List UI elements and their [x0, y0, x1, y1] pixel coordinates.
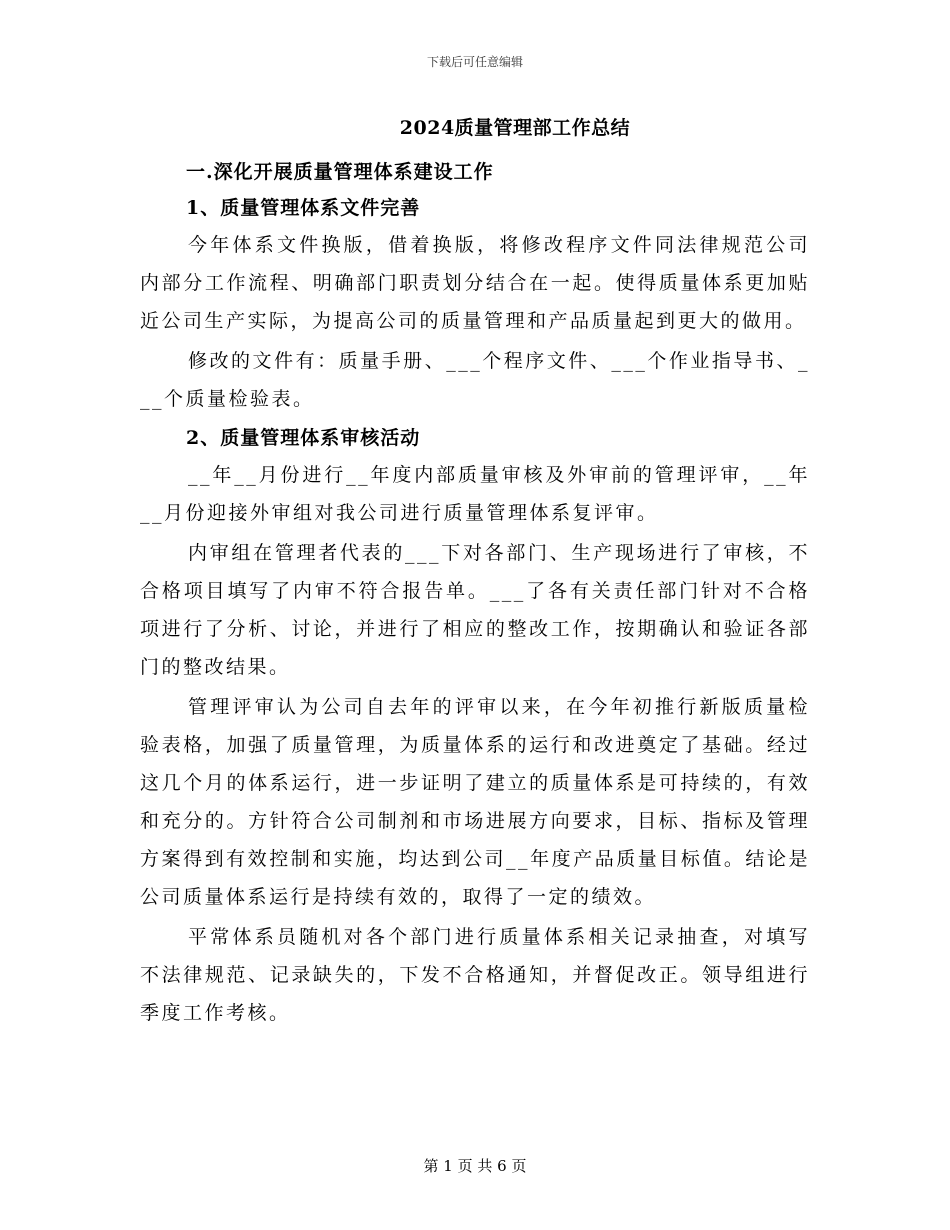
paragraph: 内审组在管理者代表的___下对各部门、生产现场进行了审核，不合格项目填写了内审不符合报告单。___了各有关责任部门针对不合格项进行了分析、讨论，并进行了相应的整改工作，按期确认和验证各部门的整改结果。	[140, 542, 810, 678]
page-footer: 第 1 页 共 6 页	[423, 1157, 527, 1175]
section-heading-1: 一.深化开展质量管理体系建设工作	[186, 161, 494, 183]
header-note: 下载后可任意编辑	[426, 55, 523, 69]
paragraph: __年__月份进行__年度内部质量审核及外审前的管理评审，__年__月份迎接外审组对我公司进行质量管理体系复评审。	[140, 464, 810, 524]
paragraph: 管理评审认为公司自去年的评审以来，在今年初推行新版质量检验表格，加强了质量管理，为质量体系的运行和改进奠定了基础。经过这几个月的体系运行，进一步证明了建立的质量体系是可持续的，有效和充分的。方针符合公司制剂和市场进展方向要求，目标、指标及管理方案得到有效控制和实施，均达到公司__年度产品质量目标值。结论是公司质量体系运行是持续有效的，取得了一定的绩效。	[140, 696, 810, 908]
subsection-heading-2: 2、质量管理体系审核活动	[186, 427, 421, 449]
document-body	[140, 112, 810, 1034]
paragraph: 平常体系员随机对各个部门进行质量体系相关记录抽查，对填写不法律规范、记录缺失的，下发不合格通知，并督促改正。领导组进行季度工作考核。	[140, 926, 810, 1024]
paragraph: 今年体系文件换版，借着换版，将修改程序文件同法律规范公司内部分工作流程、明确部门职责划分结合在一起。使得质量体系更加贴近公司生产实际，为提高公司的质量管理和产品质量起到更大的做用。	[140, 234, 810, 332]
subsection-heading-1: 1、质量管理体系文件完善	[186, 197, 421, 219]
document-title: 2024质量管理部工作总结	[399, 117, 631, 139]
paragraph: 修改的文件有：质量手册、___个程序文件、___个作业指导书、___个质量检验表。	[140, 350, 810, 410]
